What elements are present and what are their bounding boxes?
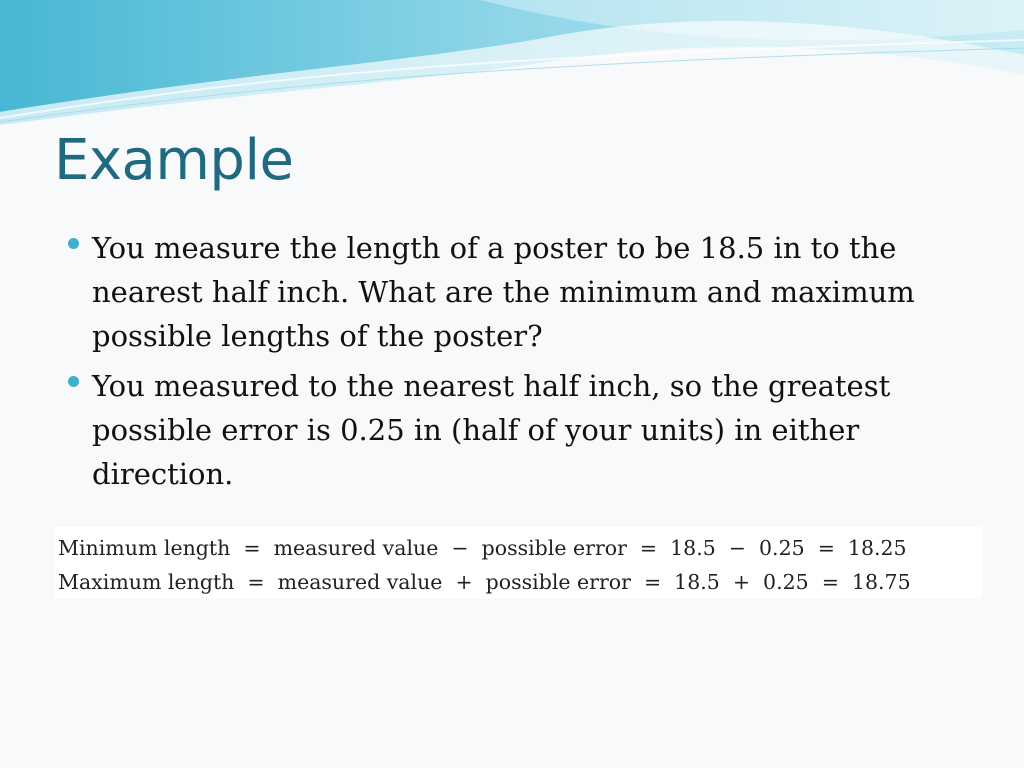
equation-maximum: Maximum length = measured value + possible error = 18.5 + 0.25 = 18.75 bbox=[58, 570, 911, 594]
bullet-text: You measure the length of a poster to be 18.5 in to the nearest half inch. What are the minimum and maximum possible lengths of the poster? bbox=[92, 231, 915, 353]
slide-title: Example bbox=[54, 128, 294, 193]
header-wave-decoration bbox=[0, 0, 1024, 130]
equation-image bbox=[54, 527, 982, 599]
bullet-text: You measured to the nearest half inch, so the greatest possible error is 0.25 in (half of your units) in either direction. bbox=[92, 369, 891, 491]
bullet-dot-icon bbox=[68, 376, 79, 387]
equation-minimum: Minimum length = measured value − possible error = 18.5 − 0.25 = 18.25 bbox=[58, 536, 907, 560]
bullet-dot-icon bbox=[68, 238, 79, 249]
bullet-item bbox=[62, 226, 962, 358]
bullet-list bbox=[62, 226, 962, 502]
bullet-item bbox=[62, 364, 962, 496]
